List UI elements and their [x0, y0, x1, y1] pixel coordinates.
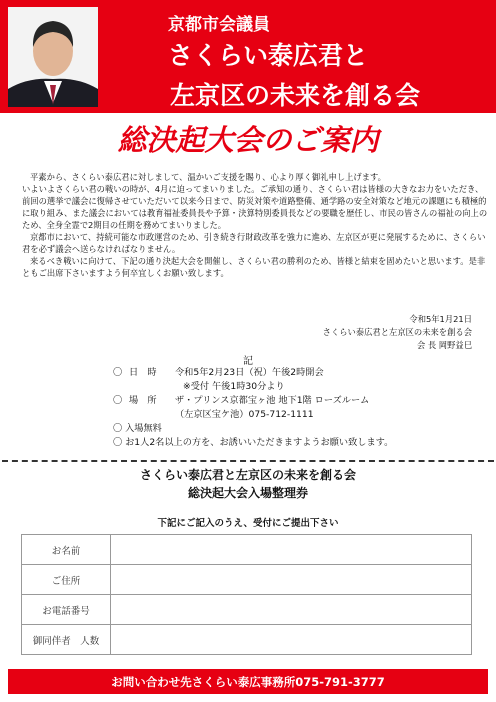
- candidate-photo: [8, 7, 98, 107]
- place-label: 場 所: [129, 395, 157, 406]
- body-text: [22, 171, 488, 279]
- header-banner: [0, 0, 496, 113]
- body-paragraph: いよいよさくらい君の戦いの時が、4月に迫ってまいりました。ご承知の通り、さくらい君は皆様の大きなお力をいただき、前回の選挙で議会に復帰させていただいて以来今日まで、防災対策や道路整備、通学路の安全対策など地元の課題にも積極的に取り組み、また議会においては教育福祉委員長や予算・決算特別委員長などの要職を歴任し、市民の皆さんの福祉の向上のため、全身全霊で2期目の任期を務めてまいりました。: [22, 184, 488, 230]
- free-admission: 〇 入場無料: [113, 423, 162, 434]
- ki-heading: 記: [243, 356, 253, 367]
- field-input-phone[interactable]: [111, 595, 472, 625]
- ticket-title-line2: 総決起大会入場整理券: [187, 486, 308, 500]
- body-paragraph: 平素から、さくらい泰広君に対しまして、温かいご支援を賜り、心より厚く御礼申し上げます。: [30, 172, 386, 182]
- body-paragraph: 京都市において、持続可能な市政運営のため、引き続き行財政改革を強力に進め、左京区が更に発展するために、さくらい君を必ず議会へ送らなければなりません。: [22, 232, 486, 254]
- footer-phone: 075-791-3777: [295, 674, 385, 689]
- ticket-title-line1: さくらい泰広君と左京区の未来を創る会: [139, 468, 356, 482]
- page-title: 総決起大会のご案内: [117, 123, 379, 157]
- field-label-phone: お電話番号: [22, 595, 111, 625]
- date-mark: 〇: [113, 367, 123, 378]
- field-input-name[interactable]: [111, 535, 472, 565]
- signature-block: [323, 313, 472, 352]
- signature-chair: 会 長 岡野益巳: [416, 340, 472, 350]
- header-title-line3: 左京区の未来を創る会: [170, 81, 421, 110]
- cut-line: [2, 460, 494, 462]
- signature-org: さくらい泰広君と左京区の未来を創る会: [322, 327, 472, 337]
- contact-footer: [8, 669, 488, 694]
- date-label: 日 時: [129, 367, 157, 378]
- reception-time: ※受付 午後1時30分より: [183, 381, 285, 392]
- place-mark: 〇: [113, 395, 123, 406]
- ticket-title: [0, 466, 496, 502]
- field-label-companions: 御同伴者 人数: [22, 625, 111, 655]
- invite-note: 〇 お1人2名以上の方を、お誘いいただきますようお願い致します。: [113, 437, 394, 448]
- ticket-instruction: 下記にご記入のうえ、受付にご提出下さい: [157, 518, 339, 529]
- footer-label: お問い合わせ先: [111, 674, 192, 689]
- event-details: [113, 366, 393, 450]
- field-input-address[interactable]: [111, 565, 472, 595]
- signature-date: 令和5年1月21日: [409, 314, 472, 324]
- form-row-phone: [22, 595, 472, 625]
- form-row-companions: [22, 625, 472, 655]
- field-input-companions[interactable]: [111, 625, 472, 655]
- field-label-name: お名前: [22, 535, 111, 565]
- place-value: ザ・プリンス京都宝ヶ池 地下1階 ローズルーム: [175, 395, 370, 406]
- form-row-name: [22, 535, 472, 565]
- footer-office: さくらい泰広事務所: [191, 674, 296, 689]
- header-title-line2: さくらい泰広君と: [168, 41, 369, 70]
- place-subtext: （左京区宝ケ池）075-712-1111: [175, 409, 314, 420]
- field-label-address: ご住所: [22, 565, 111, 595]
- header-title-line1: 京都市会議員: [168, 15, 270, 35]
- form-row-address: [22, 565, 472, 595]
- date-value: 令和5年2月23日（祝）午後2時開会: [175, 367, 324, 378]
- entry-form: [21, 534, 472, 655]
- body-paragraph: 来るべき戦いに向けて、下記の通り決起大会を開催し、さくらい君の勝利のため、皆様と結束を固めたいと思います。是非ともご出席下さいますよう何卒宜しくお願い致します。: [22, 256, 486, 278]
